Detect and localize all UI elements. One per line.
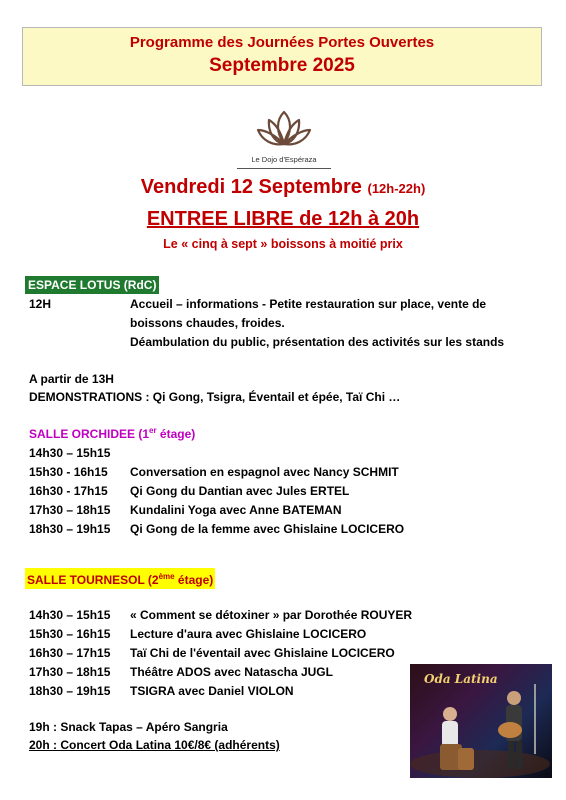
schedule-desc: Qi Gong du Dantian avec Jules ERTEL <box>130 484 350 498</box>
orchidee-header <box>29 426 195 441</box>
lotus-block <box>29 295 549 351</box>
schedule-desc: Lecture d'aura avec Ghislaine LOCICERO <box>130 627 367 641</box>
logo <box>239 108 329 170</box>
orchidee-schedule <box>29 444 549 539</box>
tournesol-header-prefix: SALLE TOURNESOL (2 <box>27 573 159 587</box>
orchidee-header-sup: er <box>149 426 157 435</box>
entry-free: ENTREE LIBRE de 12h à 20h <box>146 208 420 230</box>
photo-title: Oda Latina <box>424 672 498 686</box>
lotus-line-3: Déambulation du public, présentation des activités sur les stands <box>130 335 505 349</box>
schedule-desc: Qi Gong de la femme avec Ghislaine LOCICERO <box>130 522 405 536</box>
schedule-time: 14h30 – 15h15 <box>29 446 111 460</box>
band-silhouette <box>410 664 552 778</box>
schedule-time: 17h30 – 18h15 <box>29 665 111 679</box>
schedule-time: 16h30 – 17h15 <box>29 646 111 660</box>
schedule-desc: Théâtre ADOS avec Natascha JUGL <box>130 665 333 679</box>
schedule-time: 15h30 – 16h15 <box>29 627 111 641</box>
tournesol-header-suffix: étage) <box>174 573 214 587</box>
demo-line: DEMONSTRATIONS : Qi Gong, Tsigra, Éventail et épée, Taï Chi … <box>29 390 401 404</box>
lotus-icon <box>254 108 314 148</box>
schedule-time: 14h30 – 15h15 <box>29 608 111 622</box>
schedule-desc: « Comment se détoxiner » par Dorothée ROUYER <box>130 608 413 622</box>
title-line-1: Programme des Journées Portes Ouvertes <box>129 34 435 51</box>
concert-line: 20h : Concert Oda Latina 10€/8€ (adhérents) <box>29 738 280 752</box>
lotus-line-2: boissons chaudes, froides. <box>130 316 285 330</box>
lotus-header: ESPACE LOTUS (RdC) <box>25 276 159 294</box>
schedule-time: 15h30 - 16h15 <box>29 465 108 479</box>
orchidee-header-suffix: étage) <box>156 427 196 441</box>
logo-caption: Le Dojo d'Espéraza <box>251 155 317 164</box>
schedule-time: 16h30 - 17h15 <box>29 484 108 498</box>
event-day <box>0 176 566 199</box>
schedule-desc: Conversation en espagnol avec Nancy SCHMIT <box>130 465 399 479</box>
schedule-desc: Kundalini Yoga avec Anne BATEMAN <box>130 503 342 517</box>
title-box <box>22 27 542 86</box>
logo-divider <box>237 168 331 169</box>
schedule-time: 17h30 – 18h15 <box>29 503 111 517</box>
schedule-desc: TSIGRA avec Daniel VIOLON <box>130 684 294 698</box>
lotus-time: 12H <box>29 297 52 311</box>
tournesol-header-sup: ème <box>158 572 175 581</box>
tournesol-header <box>25 568 215 589</box>
event-day-text: Vendredi 12 Septembre <box>140 176 362 198</box>
snack-line: 19h : Snack Tapas – Apéro Sangria <box>29 720 228 734</box>
band-photo <box>410 664 552 778</box>
orchidee-header-prefix: SALLE ORCHIDEE (1 <box>29 427 150 441</box>
title-line-2: Septembre 2025 <box>209 55 355 76</box>
schedule-time: 18h30 – 19h15 <box>29 522 111 536</box>
demo-from: A partir de 13H <box>29 372 114 386</box>
event-hours: (12h-22h) <box>367 181 426 196</box>
tournesol-schedule <box>29 606 413 701</box>
schedule-time: 18h30 – 19h15 <box>29 684 111 698</box>
lotus-line-1: Accueil – informations - Petite restauration sur place, vente de <box>130 297 487 311</box>
drinks-promo: Le « cinq à sept » boissons à moitié prix <box>163 237 403 251</box>
schedule-desc: Taï Chi de l'éventail avec Ghislaine LOCICERO <box>130 646 395 660</box>
